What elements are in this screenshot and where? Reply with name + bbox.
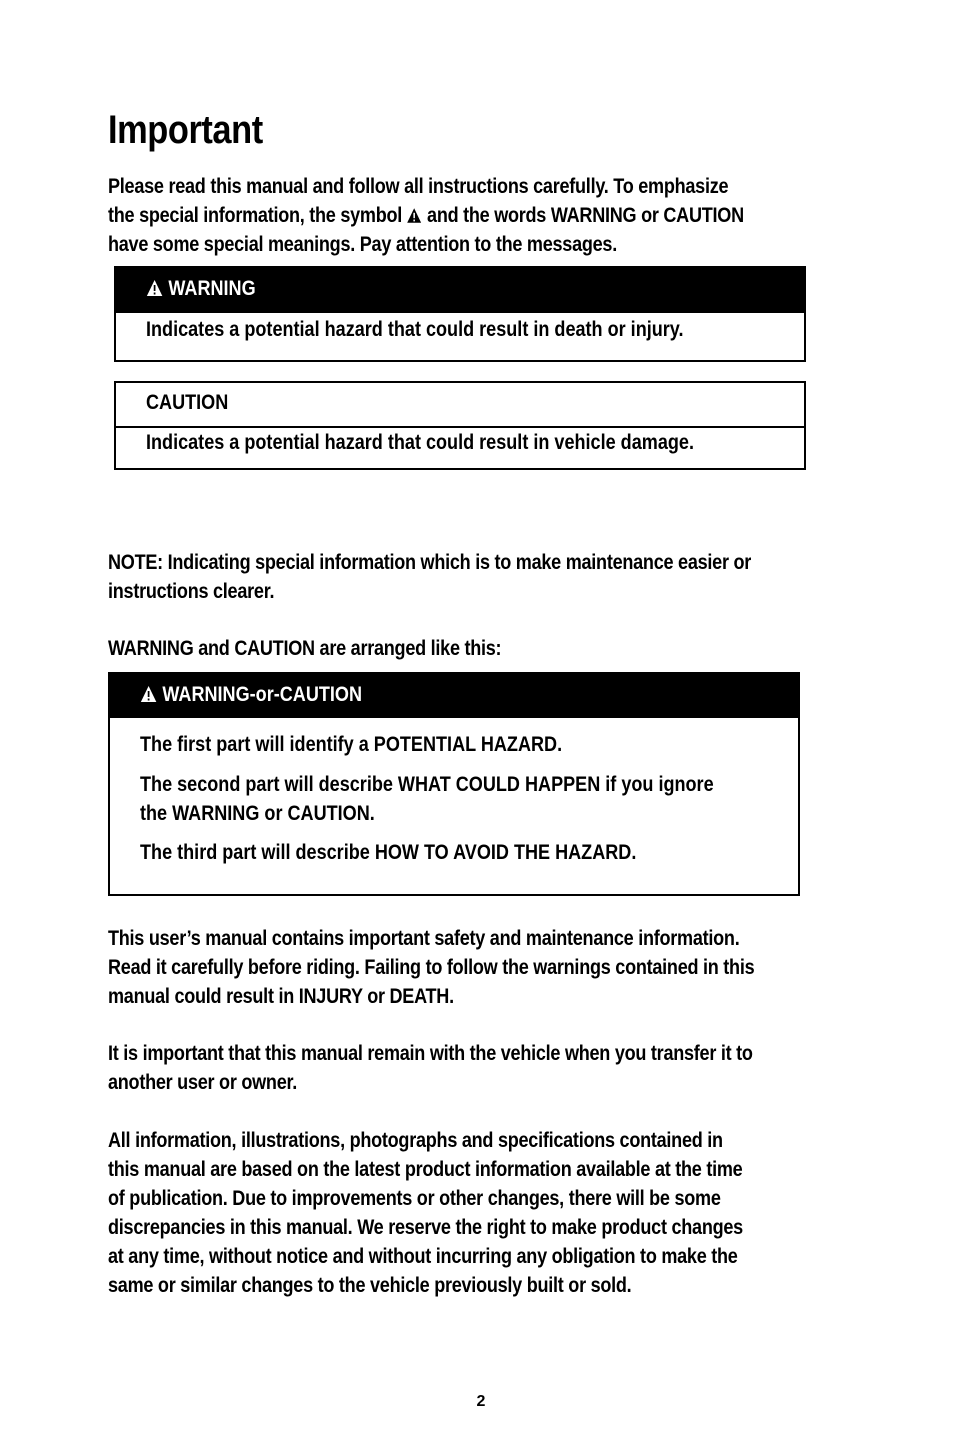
- safety-line-2: Read it carefully before riding. Failing to follow the warnings contained in this: [108, 956, 755, 979]
- info-line-4: discrepancies in this manual. We reserve the right to make product changes: [108, 1216, 743, 1239]
- intro-line-2-start: the special information, the symbol: [108, 204, 407, 227]
- example-line-1: The first part will identify a POTENTIAL HAZARD.: [140, 733, 563, 756]
- info-line-3: of publication. Due to improvements or other changes, there will be some: [108, 1187, 721, 1210]
- warning-triangle-icon: [407, 207, 422, 224]
- warning-box-header: [116, 268, 804, 313]
- info-line-6: same or similar changes to the vehicle previously built or sold.: [108, 1274, 632, 1297]
- page-number: 2: [476, 1393, 486, 1410]
- intro-line-1: Please read this manual and follow all instructions carefully. To emphasize: [108, 175, 729, 198]
- safety-line-3: manual could result in INJURY or DEATH.: [108, 985, 454, 1008]
- arranged-paragraph: [108, 634, 868, 663]
- caution-box: [114, 381, 806, 470]
- caution-box-text: Indicates a potential hazard that could result in vehicle damage.: [146, 431, 694, 454]
- note-line-2: instructions clearer.: [108, 580, 275, 603]
- safety-paragraph: [108, 924, 868, 1011]
- warning-triangle-icon: [140, 685, 157, 703]
- caution-box-header: [116, 383, 804, 428]
- example-box-label: WARNING-or-CAUTION: [162, 683, 363, 706]
- note-paragraph: [108, 548, 868, 606]
- transfer-line-1: It is important that this manual remain with the vehicle when you transfer it to: [108, 1042, 753, 1065]
- safety-line-1: This user’s manual contains important safety and maintenance information.: [108, 927, 740, 950]
- caution-box-label: CAUTION: [146, 391, 229, 414]
- intro-line-2: [108, 201, 762, 230]
- example-line-2a: The second part will describe WHAT COULD HAPPEN if you ignore: [140, 773, 714, 796]
- info-line-1: All information, illustrations, photographs and specifications contained in: [108, 1129, 723, 1152]
- example-line-2b: the WARNING or CAUTION.: [140, 802, 375, 825]
- intro-line-3: have some special meanings. Pay attention to the messages.: [108, 233, 617, 256]
- example-box: [108, 672, 800, 896]
- warning-box-label: WARNING: [168, 277, 256, 300]
- transfer-line-2: another user or owner.: [108, 1071, 298, 1094]
- warning-triangle-icon: [146, 279, 163, 297]
- example-box-header: [110, 674, 798, 718]
- transfer-paragraph: [108, 1039, 868, 1097]
- warning-box: [114, 266, 806, 362]
- warning-box-text: Indicates a potential hazard that could result in death or injury.: [146, 318, 684, 341]
- intro-paragraph: [108, 172, 868, 259]
- intro-line-2-end: and the words WARNING or CAUTION: [422, 204, 744, 227]
- info-line-5: at any time, without notice and without incurring any obligation to make the: [108, 1245, 738, 1268]
- note-line-1: NOTE: Indicating special information which is to make maintenance easier or: [108, 551, 752, 574]
- example-line-3: The third part will describe HOW TO AVOID THE HAZARD.: [140, 841, 637, 864]
- page-title: Important: [108, 108, 263, 152]
- info-line-2: this manual are based on the latest product information available at the time: [108, 1158, 743, 1181]
- arranged-line: WARNING and CAUTION are arranged like this:: [108, 637, 502, 660]
- information-paragraph: [108, 1126, 868, 1300]
